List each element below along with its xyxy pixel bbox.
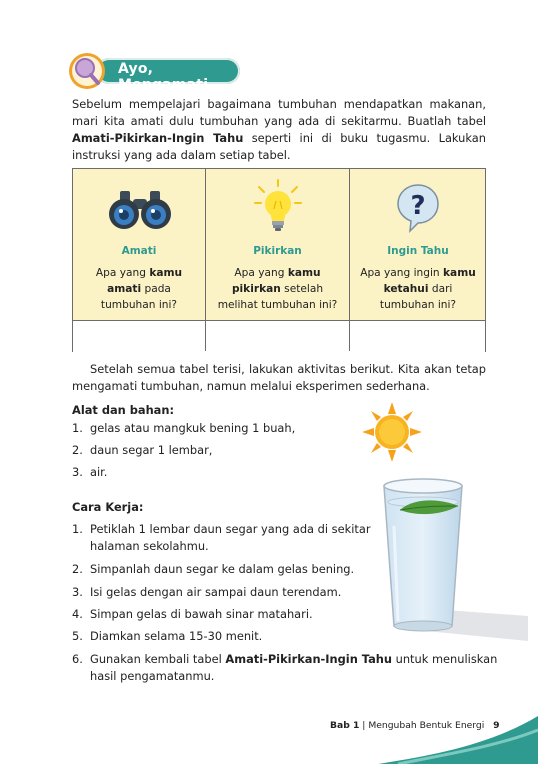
list-item: 5. Diamkan selama 15-30 menit. — [72, 629, 263, 643]
table-cell-pikirkan — [206, 169, 349, 320]
intro-bold: Amati-Pikirkan-Ingin Tahu — [72, 131, 244, 145]
list-item: 2. daun segar 1 lembar, — [72, 443, 213, 457]
activity-paragraph: Setelah semua tabel terisi, lakukan aktivitas berikut. Kita akan tetap mengamati tumbuhan, namun melalui eksperimen sederhana. — [72, 362, 486, 393]
list-item: 3. air. — [72, 465, 108, 479]
binoculars-icon — [107, 187, 173, 231]
column-title-ingin-tahu: Ingin Tahu — [387, 245, 449, 257]
column-text-amati: Apa yang kamu amati pada tumbuhan ini? — [95, 267, 183, 311]
table-divider — [349, 169, 350, 351]
water-glass-illustration — [378, 476, 528, 641]
table-divider — [73, 320, 485, 321]
svg-text:?: ? — [410, 191, 426, 221]
table-divider — [205, 169, 206, 351]
question-bubble-icon — [396, 183, 440, 233]
list-item: 3. Isi gelas dengan air sampai daun terendam. — [72, 585, 342, 599]
section-title: Ayo, Mengamati — [118, 61, 209, 93]
magnifier-icon — [68, 52, 108, 90]
table-empty-row — [73, 321, 485, 352]
column-title-amati: Amati — [121, 245, 157, 257]
intro-text: Sebelum mempelajari bagaimana tumbuhan mendapatkan makanan, mari kita amati dulu tumbuhan yang ada di sekitarmu. Buatlah tabel — [72, 97, 486, 128]
table-cell-ingin-tahu — [350, 169, 486, 320]
procedure-title: Cara Kerja: — [72, 500, 144, 514]
list-item: 1. gelas atau mangkuk bening 1 buah, — [72, 421, 296, 435]
section-header — [68, 52, 242, 93]
table-cell-amati — [73, 169, 205, 320]
column-text-pikirkan: Apa yang kamu pikirkan setelah melihat tumbuhan ini? — [217, 267, 338, 311]
list-item: 6. Gunakan kembali tabel Amati-Pikirkan-Ingin Tahu untuk menuliskan hasil pengamatanmu. — [72, 652, 498, 683]
footer-title: Mengubah Bentuk Energi — [368, 720, 485, 731]
column-title-pikirkan: Pikirkan — [253, 245, 302, 257]
list-item: 2. Simpanlah daun segar ke dalam gelas bening. — [72, 562, 355, 576]
materials-title: Alat dan bahan: — [72, 403, 175, 417]
intro-paragraph — [72, 96, 486, 164]
list-item: 1. Petiklah 1 lembar daun segar yang ada di sekitar halaman sekolahmu. — [72, 522, 371, 553]
intro-text-2: seperti ini di buku tugasmu. Lakukan instruksi yang ada dalam setiap tabel. — [72, 131, 486, 162]
observation-table — [72, 168, 486, 352]
list-item: 4. Simpan gelas di bawah sinar matahari. — [72, 607, 313, 621]
column-text-ingin-tahu: Apa yang ingin kamu ketahui dari tumbuhan ini? — [360, 267, 476, 311]
page-footer: Bab 1 | Mengubah Bentuk Energi 9 — [330, 720, 500, 731]
lightbulb-icon — [254, 179, 302, 235]
sun-icon — [362, 402, 422, 462]
footer-chapter: Bab 1 — [330, 720, 360, 731]
page-number: 9 — [493, 720, 500, 731]
